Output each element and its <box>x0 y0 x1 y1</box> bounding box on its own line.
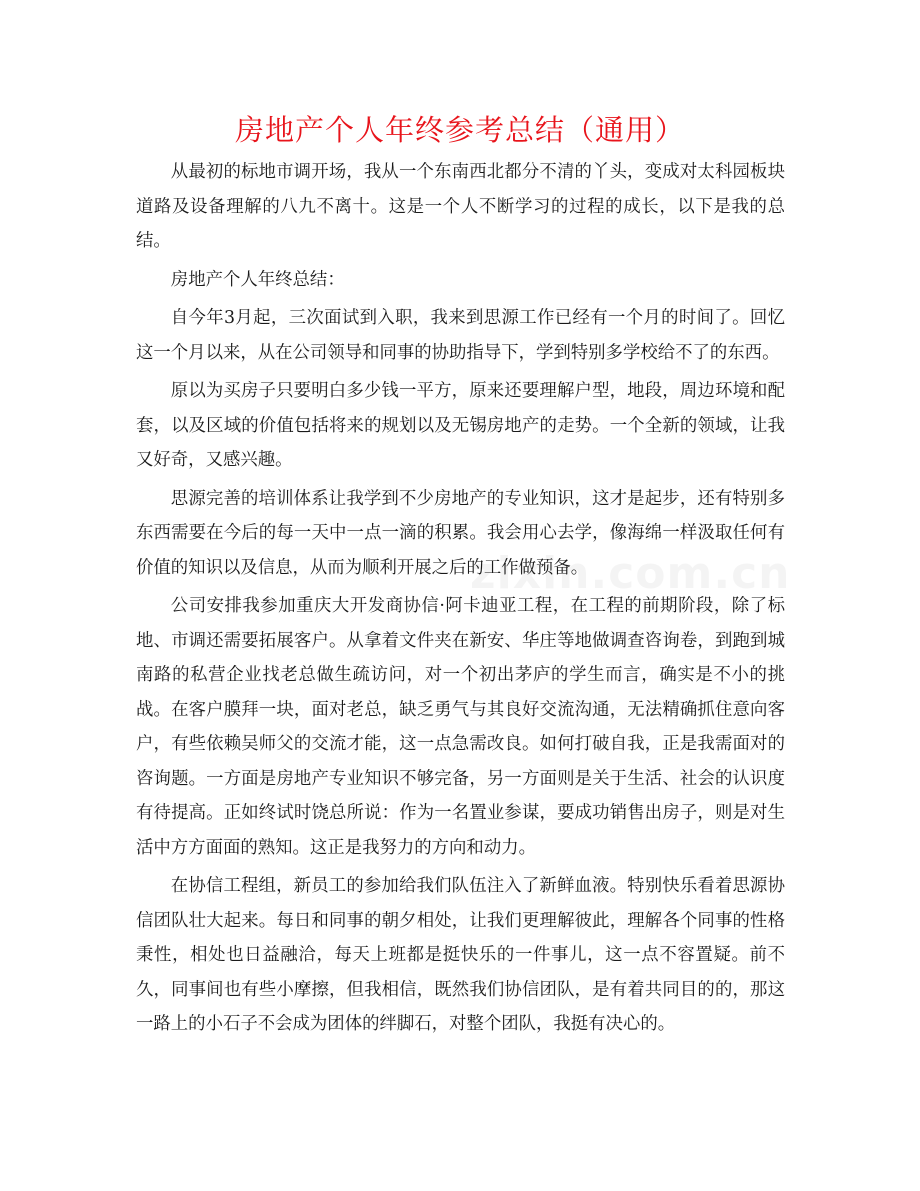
paragraph: 房地产个人年终总结： <box>170 269 345 290</box>
document-title: 房地产个人年终参考总结（通用） <box>234 113 685 147</box>
paragraph: 原以为买房子只要明白多少钱一平方，原来还要理解户型，地段，周边环境和配套，以及区域的价值包括将来的规划以及无锡房地产的走势。一个全新的领域，让我又好奇，又感兴趣。 <box>136 381 785 470</box>
paragraph: 从最初的标地市调开场，我从一个东南西北都分不清的丫头，变成对太科园板块道路及设备理解的八九不离十。这是一个人不断学习的过程的成长，以下是我的总结。 <box>136 162 785 251</box>
paragraph: 公司安排我参加重庆大开发商协信·阿卡迪亚工程，在工程的前期阶段，除了标地、市调还需要拓展客户。从拿着文件夹在新安、华庄等地做调查咨询卷，到跑到城南路的私营企业找老总做生疏访问，对一个初出茅庐的学生而言，确实是不小的挑战。在客户膜拜一块，面对老总，缺乏勇气与其良好交流沟通，无法精确抓住意向客户，有些依赖吴师父的交流才能，这一点急需改良。如何打破自我，正是我需面对的咨询题。一方面是房地产专业知识不够完备，另一方面则是关于生活、社会的认识度有待提高。正如终试时饶总所说：作为一名置业参谋，要成功销售出房子，则是对生活中方方面面的熟知。这正是我努力的方向和动力。 <box>136 596 785 858</box>
paragraph: 在协信工程组，新员工的参加给我们队伍注入了新鲜血液。特别快乐看着思源协信团队壮大起来。每日和同事的朝夕相处，让我们更理解彼此，理解各个同事的性格秉性，相处也日益融洽，每天上班都是挺快乐的一件事儿，这一点不容置疑。前不久，同事间也有些小摩擦，但我相信，既然我们协信团队，是有着共同目的的，那这一路上的小石子不会成为团体的绊脚石，对整个团队，我挺有决心的。 <box>136 876 785 1034</box>
document-body <box>136 155 785 1046</box>
paragraph: 思源完善的培训体系让我学到不少房地产的专业知识，这才是起步，还有特别多东西需要在今后的每一天中一点一滴的积累。我会用心去学，像海绵一样汲取任何有价值的知识以及信息，从而为顺利开展之后的工作做预备。 <box>136 488 785 578</box>
paragraph: 自今年3月起，三次面试到入职，我来到思源工作已经有一个月的时间了。回忆这一个月以来，从在公司领导和同事的协助指导下，学到特别多学校给不了的东西。 <box>136 308 785 363</box>
